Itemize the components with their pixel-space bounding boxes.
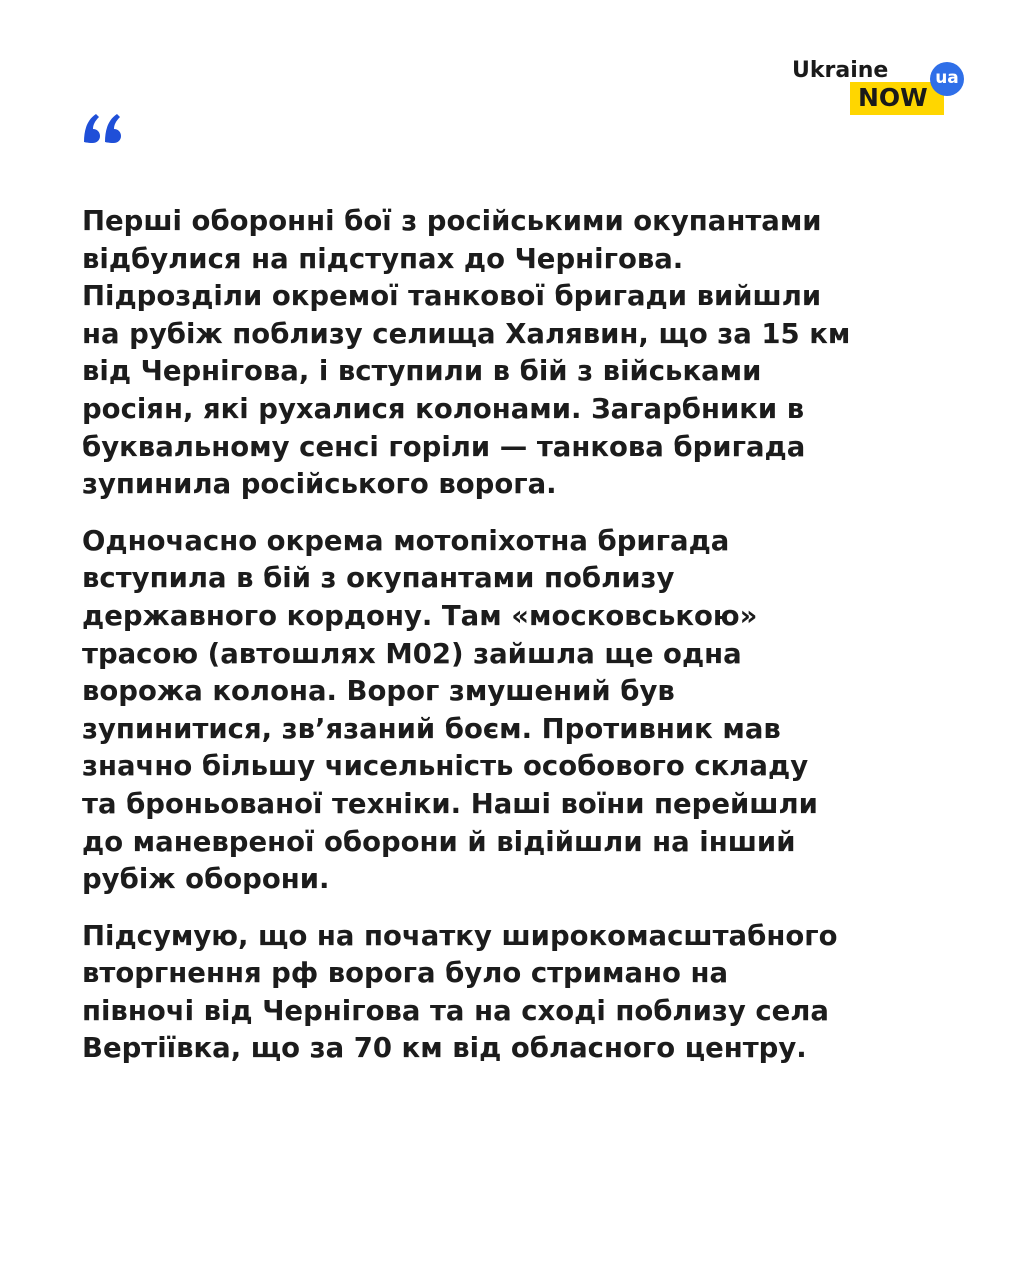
quote-icon bbox=[82, 112, 124, 144]
paragraph-2: Одночасно окрема мотопіхотна бригада вступила в бій з окупантами поблизу державного кордону. Там «московською» трасою (автошлях М02) зайшла ще одна ворожа колона. Ворог змушений був зупинитися, зв’язаний боєм. Противник мав значно більшу чисельність особового складу та броньованої техніки. Наші воїни перейшли до маневреної оборони й відійшли на інший рубіж оборони. bbox=[82, 524, 818, 896]
article-text bbox=[82, 203, 882, 1087]
logo-word-now: NOW bbox=[858, 83, 928, 112]
paragraph-3: Підсумую, що на початку широкомасштабного вторгнення рф ворога було стримано на півночі від Чернігова та на сході поблизу села Вертіївка, що за 70 км від обласного центру. bbox=[82, 919, 838, 1065]
ukraine-now-logo bbox=[792, 58, 972, 118]
paragraph-1: Перші оборонні бої з російськими окупантами відбулися на підступах до Чернігова. Підрозділи окремої танкової бригади вийшли на рубіж поблизу селища Халявин, що за 15 км від Чернігова, і вступили в бій з військами росіян, які рухалися колонами. Загарбники в буквальному сенсі горіли — танкова бригада зупинила російського ворога. bbox=[82, 205, 851, 501]
logo-word-ukraine: Ukraine bbox=[792, 58, 889, 83]
logo-ua-badge: ua bbox=[930, 62, 964, 96]
